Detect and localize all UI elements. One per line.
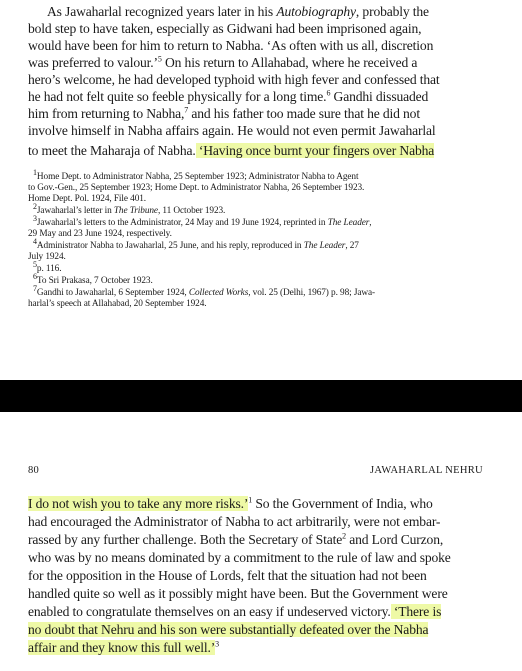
text-run: enabled to congratulate themselves on an easy if undeserved victory. <box>28 604 391 619</box>
footnote-text: p. 116. <box>36 264 62 274</box>
body-line: would have been for him to return to Nabha. ‘As often with us all, discretion <box>28 38 434 53</box>
footnote <box>33 259 62 275</box>
footnote-continuation: Home Dept. Pol. 1924, File 401. <box>28 194 147 204</box>
footnote-number: 1 <box>33 167 37 177</box>
scan-gap-band <box>0 380 522 412</box>
highlighted-quote: ‘There is <box>390 604 442 619</box>
body-line <box>28 105 420 122</box>
body-line <box>28 142 434 159</box>
body-line <box>47 3 429 20</box>
text-run: On his return to Allahabad, where he received a <box>161 55 418 70</box>
text-run: rassed by any further challenge. Both the Secretary of State <box>28 532 343 547</box>
footnote-marker: 3 <box>215 639 219 649</box>
bottom-page-fragment <box>0 412 522 671</box>
newspaper-title: The Leader <box>303 241 346 251</box>
footnote <box>33 283 376 299</box>
footnote-continuation: harlal’s speech at Allahabad, 20 September 1924. <box>28 299 207 309</box>
footnote-text: , 27 <box>345 241 359 251</box>
footnote <box>33 213 372 229</box>
text-run: he had not felt quite so feeble physically for a long time. <box>28 89 327 104</box>
body-line: for the opposition in the House of Lords, felt that the situation had not been <box>28 568 427 583</box>
footnote-marker: 7 <box>184 105 189 115</box>
text-run: him from returning to Nabha, <box>28 106 185 121</box>
text-run: and his father too made sure that he did not <box>188 106 420 121</box>
text-run: and Lord Curzon, <box>345 532 444 547</box>
text-run: So the Government of India, who <box>252 496 433 511</box>
body-line <box>28 639 219 656</box>
footnote-text: Jawaharlal’s letter in <box>36 206 114 216</box>
highlighted-quote: no doubt that Nehru and his son were substantially defeated over the Nabha <box>28 622 429 637</box>
footnote-text: To Sri Prakasa, 7 October 1923. <box>36 276 153 286</box>
body-line <box>28 531 443 548</box>
body-line: hero’s welcome, he had developed typhoid with high fever and confessed that <box>28 72 440 87</box>
body-line: involve himself in Nabha affairs again. He would not even permit Jawaharlal <box>28 123 436 138</box>
highlighted-quote: ‘Having once burnt your fingers over Nabha <box>195 143 435 158</box>
running-head: JAWAHARLAL NEHRU <box>370 465 483 476</box>
text-run: to meet the Maharaja of Nabha. <box>28 143 196 158</box>
newspaper-title: The Leader <box>327 218 370 228</box>
footnote-text: , vol. 25 (Delhi, 1967) p. 98; Jawa- <box>248 288 376 298</box>
body-line: handled quite so well as it possibly might have been. But the Government were <box>28 586 448 601</box>
footnote-text: Gandhi to Jawaharlal, 6 September 1924, <box>36 288 189 298</box>
newspaper-title: The Tribune <box>113 206 158 216</box>
footnote-text: , <box>369 218 372 228</box>
footnote-number: 5 <box>33 259 37 269</box>
body-line: bold step to have taken, especially as Gidwani had been imprisoned again, <box>28 21 422 36</box>
footnote <box>33 271 153 287</box>
body-line <box>28 495 433 512</box>
footnote-number: 4 <box>33 236 37 246</box>
footnote-number: 2 <box>33 201 37 211</box>
body-line: had encouraged the Administrator of Nabha to act arbitrarily, were not embar- <box>28 514 441 529</box>
footnote <box>33 201 226 217</box>
body-line: who was by no means dominated by a commitment to the rule of law and spoke <box>28 550 451 565</box>
text-run: was preferred to valour.’ <box>28 55 158 70</box>
page-number: 80 <box>28 465 40 476</box>
book-title: Collected Works <box>188 288 249 298</box>
footnote-marker: 5 <box>157 54 162 64</box>
book-title: Autobiography <box>276 4 356 19</box>
footnote-marker: 2 <box>342 531 346 541</box>
footnote-text: Home Dept. to Administrator Nabha, 25 September 1923; Administrator Nabha to Agent <box>36 172 359 182</box>
footnote <box>33 167 359 183</box>
footnote-continuation: July 1924. <box>28 252 66 262</box>
footnote-number: 7 <box>33 283 37 293</box>
body-line <box>28 54 417 71</box>
footnote-text: Jawaharlal’s letters to the Administrator, 24 May and 19 June 1924, reprinted in <box>36 218 328 228</box>
body-line <box>28 621 428 638</box>
footnote-number: 6 <box>33 271 37 281</box>
body-line <box>28 603 441 620</box>
footnote-text: Administrator Nabha to Jawaharlal, 25 June, and his reply, reproduced in <box>36 241 304 251</box>
text-run: , probably the <box>355 4 429 19</box>
footnote-continuation: to Gov.-Gen., 25 September 1923; Home Dept. to Administrator Nabha, 26 September 1923. <box>28 183 365 193</box>
text-run: Gandhi dissuaded <box>330 89 429 104</box>
footnote-marker: 1 <box>248 495 253 505</box>
footnote-number: 3 <box>33 213 37 223</box>
footnote <box>33 236 359 252</box>
body-line <box>28 88 428 105</box>
highlighted-quote: affair and they know this full well.’ <box>28 640 216 655</box>
highlighted-quote: I do not wish you to take any more risks.’ <box>28 496 249 511</box>
footnote-continuation: 29 May and 23 June 1924, respectively. <box>28 229 172 239</box>
footnote-marker: 6 <box>326 88 331 98</box>
text-run: As Jawaharlal recognized years later in his <box>47 4 277 19</box>
footnote-text: , 11 October 1923. <box>157 206 226 216</box>
